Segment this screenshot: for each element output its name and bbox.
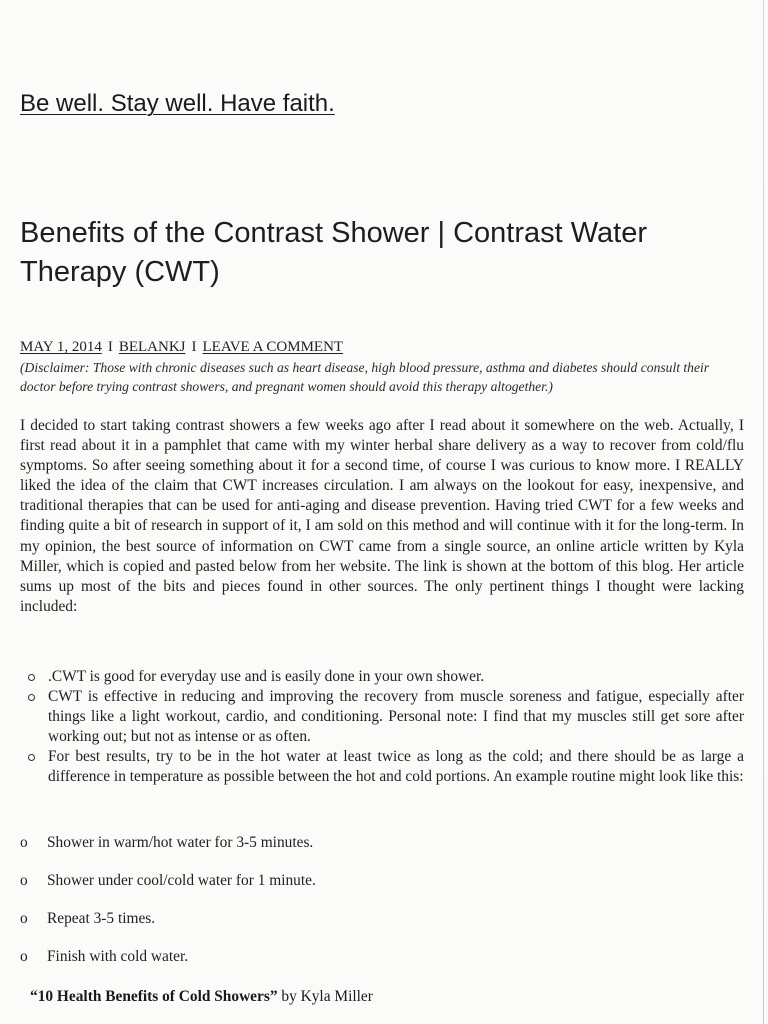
article-title: “10 Health Benefits of Cold Showers” bbox=[30, 988, 278, 1005]
post-date-link[interactable]: MAY 1, 2014 bbox=[20, 339, 102, 355]
list-item bbox=[20, 947, 740, 985]
site-title[interactable]: Be well. Stay well. Have faith. bbox=[20, 90, 335, 117]
step-marker: o bbox=[20, 948, 28, 965]
step-text: Shower in warm/hot water for 3-5 minutes. bbox=[47, 834, 314, 851]
bullet-icon bbox=[28, 694, 35, 701]
post-title: Benefits of the Contrast Shower | Contrast Water Therapy (CWT) bbox=[20, 217, 648, 288]
post-meta bbox=[20, 339, 343, 356]
leave-comment-link[interactable]: LEAVE A COMMENT bbox=[202, 339, 344, 355]
disclaimer: (Disclaimer: Those with chronic diseases such as heart disease, high blood pressure, asthma and diabetes should consult their doctor before trying contrast showers, and pregnant women should avoid this therapy altogether.) bbox=[20, 360, 710, 394]
step-marker: o bbox=[20, 834, 28, 851]
list-item bbox=[20, 833, 740, 871]
bullet-list bbox=[20, 667, 744, 788]
page-edge bbox=[763, 0, 764, 1024]
list-item bbox=[20, 687, 744, 747]
bullet-icon bbox=[28, 674, 35, 681]
article-byline: by Kyla Miller bbox=[277, 988, 373, 1005]
list-item bbox=[20, 909, 740, 947]
step-text: Shower under cool/cold water for 1 minute. bbox=[47, 872, 316, 889]
bullet-icon bbox=[28, 754, 35, 761]
step-marker: o bbox=[20, 872, 28, 889]
meta-separator: I bbox=[191, 339, 197, 355]
list-item bbox=[20, 747, 744, 787]
routine-steps bbox=[20, 833, 740, 985]
bullet-text: For best results, try to be in the hot water at least twice as long as the cold; and there should be as large a difference in temperature as possible between the hot and cold portions. An example routine might look like this: bbox=[48, 748, 744, 786]
author-link[interactable]: BELANKJ bbox=[118, 339, 186, 355]
bullet-text: .CWT is good for everyday use and is easily done in your own shower. bbox=[48, 668, 485, 685]
step-text: Finish with cold water. bbox=[47, 948, 189, 965]
post-body: I decided to start taking contrast showers a few weeks ago after I read about it somewhere on the web. Actually, I first read about it in a pamphlet that came with my winter herbal share delivery as a way to recover from cold/flu symptoms. So after seeing something about it for a second time, of course I was curious to know more. I REALLY liked the idea of the claim that CWT increases circulation. I am always on the lookout for easy, inexpensive, and traditional therapies that can be used for anti-aging and disease prevention. Having tried CWT for a few weeks and finding quite a bit of research in support of it, I am sold on this method and will continue with it for the long-term. In my opinion, the best source of information on CWT came from a single source, an online article written by Kyla Miller, which is copied and pasted below from her website. The link is shown at the bottom of this blog. Her article sums up most of the bits and pieces found in other sources. The only pertinent things I thought were lacking included: bbox=[20, 417, 744, 615]
bullet-text: CWT is effective in reducing and improving the recovery from muscle soreness and fatigue, especially after things like a light workout, cardio, and conditioning. Personal note: I find that my muscles still get sore after working out; but not as intense or as often. bbox=[48, 688, 744, 746]
step-text: Repeat 3-5 times. bbox=[47, 910, 156, 927]
article-source bbox=[30, 988, 373, 1006]
meta-separator: I bbox=[107, 339, 113, 355]
list-item bbox=[20, 667, 744, 687]
step-marker: o bbox=[20, 910, 28, 927]
list-item bbox=[20, 871, 740, 909]
